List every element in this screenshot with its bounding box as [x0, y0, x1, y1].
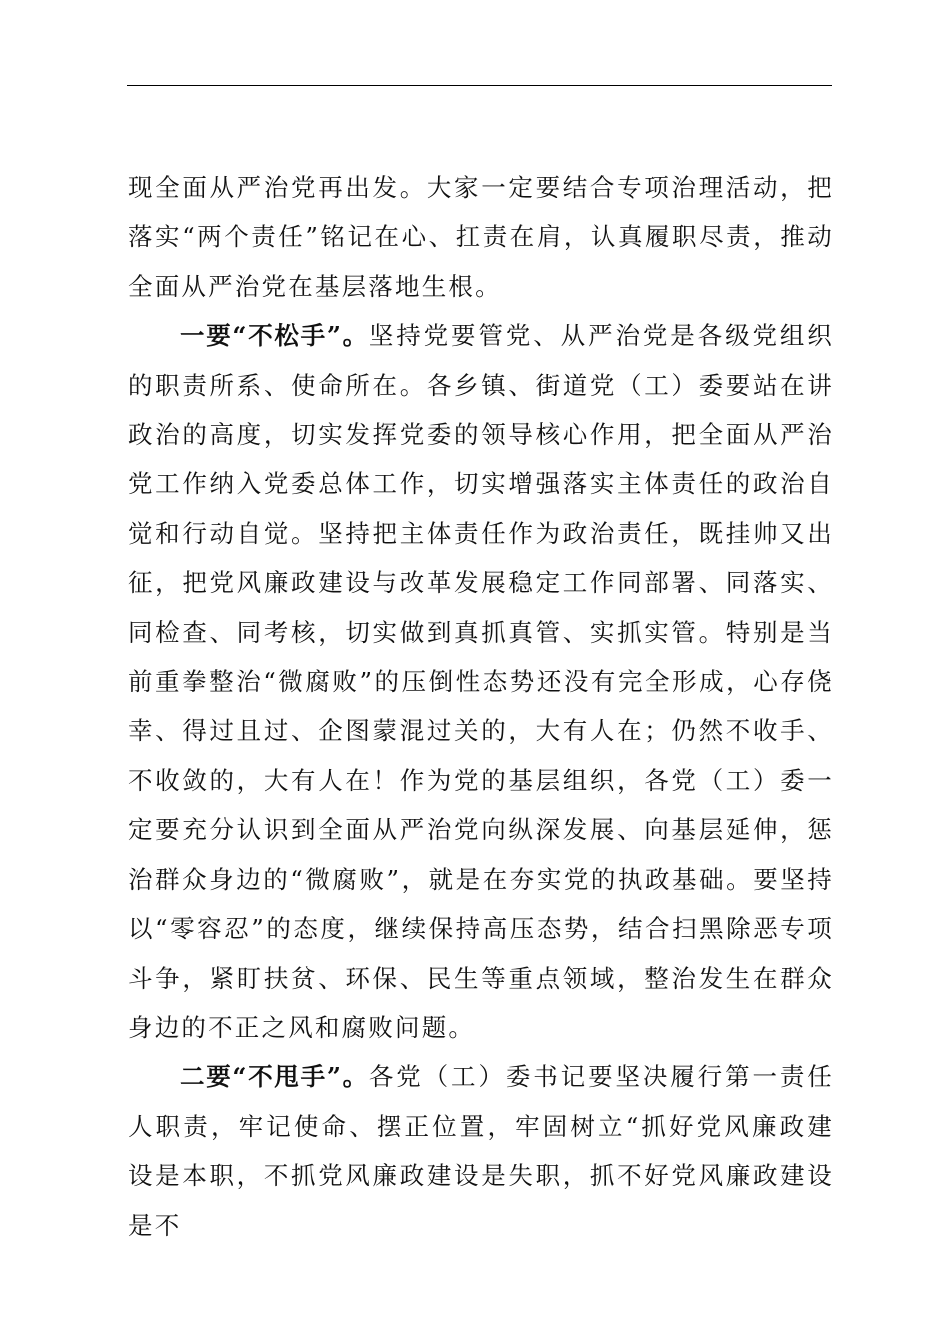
header-rule [127, 85, 832, 86]
paragraph-lead-heading: 二要“不甩手”。 [180, 1062, 369, 1092]
document-body [128, 163, 834, 1250]
paragraph-text: 坚持党要管党、从严治党是各级党组织的职责所系、使命所在。各乡镇、街道党（工）委要站在讲政治的高度，切实发挥党委的领导核心作用，把全面从严治党工作纳入党委总体工作，切实增强落实主体责任的政治自觉和行动自觉。坚持把主体责任作为政治责任，既挂帅又出征，把党风廉政建设与改革发展稳定工作同部署、同落实、同检查、同考核，切实做到真抓真管、实抓实管。特别是当前重拳整治“微腐败”的压倒性态势还没有完全形成，心存侥幸、得过且过、企图蒙混过关的，大有人在；仍然不收手、不收敛的，大有人在！作为党的基层组织，各党（工）委一定要充分认识到全面从严治党向纵深发展、向基层延伸，惩治群众身边的“微腐败”，就是在夯实党的执政基础。要坚持以“零容忍”的态度，继续保持高压态势，结合扫黑除恶专项斗争，紧盯扶贫、环保、民生等重点领域，整治发生在群众身边的不正之风和腐败问题。 [128, 321, 834, 1042]
paragraph-text: 现全面从严治党再出发。大家一定要结合专项治理活动，把落实“两个责任”铭记在心、扛责在肩，认真履职尽责，推动全面从严治党在基层落地生根。 [128, 173, 834, 301]
paragraph-point-two [128, 1052, 834, 1250]
paragraph-point-one [128, 311, 834, 1052]
paragraph-lead-heading: 一要“不松手”。 [180, 321, 369, 351]
paragraph-continuation [128, 163, 834, 311]
paragraph-text: 各党（工）委书记要坚决履行第一责任人职责，牢记使命、摆正位置，牢固树立“抓好党风廉政建设是本职，不抓党风廉政建设是失职，抓不好党风廉政建设是不 [128, 1062, 834, 1240]
